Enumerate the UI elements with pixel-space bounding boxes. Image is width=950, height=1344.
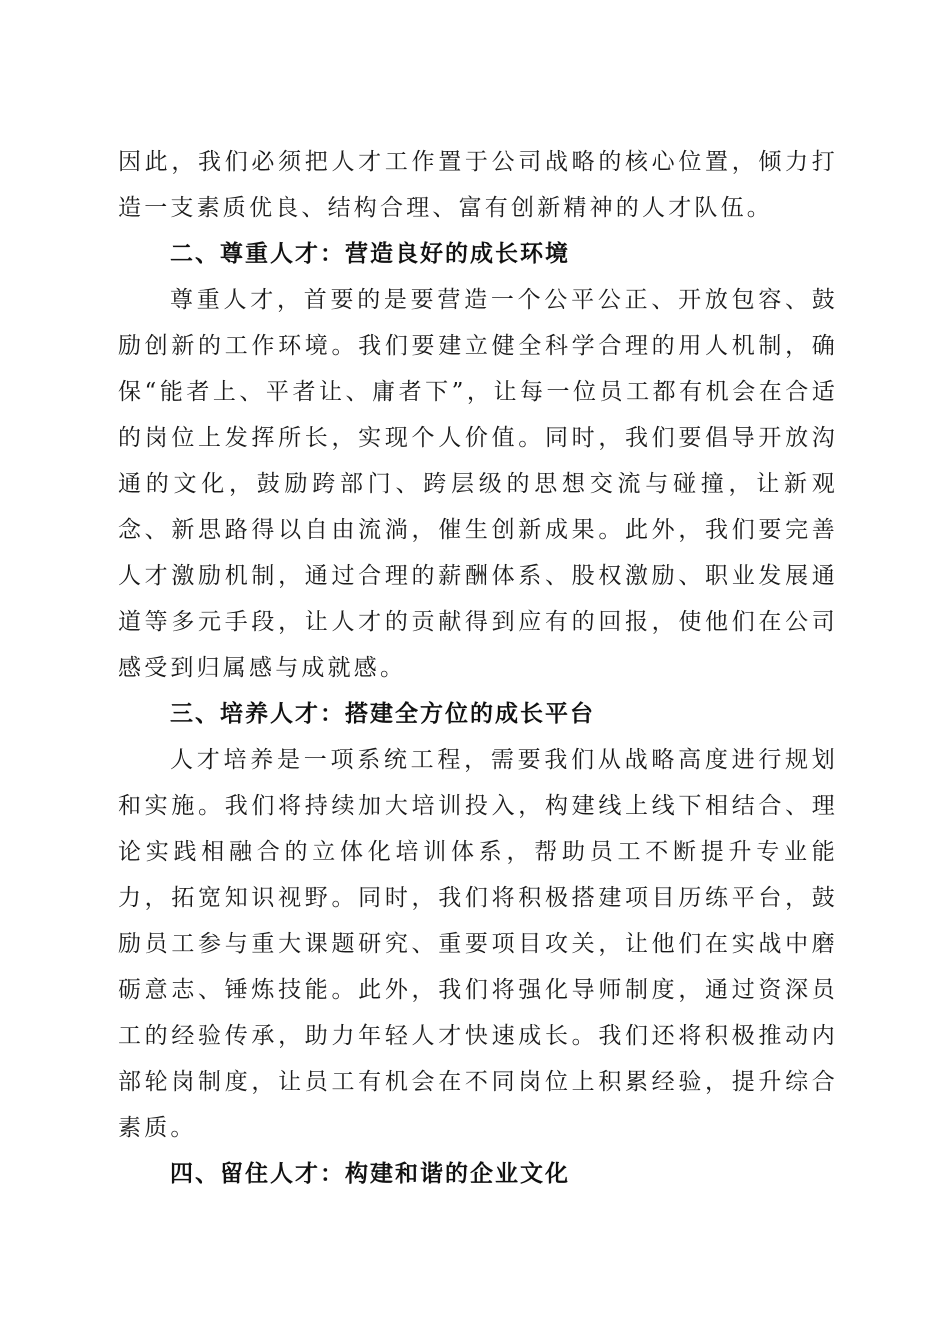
paragraph-cultivate-talent: 人才培养是一项系统工程，需要我们从战略高度进行规划和实施。我们将持续加大培训投入，构建线上线下相结合、理论实践相融合的立体化培训体系，帮助员工不断提升专业能力，拓宽知识视野。同时，我们将积极搭建项目历练平台，鼓励员工参与重大课题研究、重要项目攻关，让他们在实战中磨砺意志、锤炼技能。此外，我们将强化导师制度，通过资深员工的经验传承，助力年轻人才快速成长。我们还将积极推动内部轮岗制度，让员工有机会在不同岗位上积累经验，提升综合素质。 (118, 747, 838, 1141)
section-heading-retain-talent: 四、留住人才：构建和谐的企业文化 (170, 1161, 570, 1187)
paragraph-intro-conclusion: 因此，我们必须把人才工作置于公司战略的核心位置，倾力打造一支素质优良、结构合理、富有创新精神的人才队伍。 (118, 149, 838, 221)
section-heading-cultivate-talent: 三、培养人才：搭建全方位的成长平台 (170, 701, 595, 727)
document-body (118, 139, 838, 1197)
paragraph-respect-talent: 尊重人才，首要的是要营造一个公平公正、开放包容、鼓励创新的工作环境。我们要建立健全科学合理的用人机制，确保“能者上、平者让、庸者下”，让每一位员工都有机会在合适的岗位上发挥所长，实现个人价值。同时，我们要倡导开放沟通的文化，鼓励跨部门、跨层级的思想交流与碰撞，让新观念、新思路得以自由流淌，催生创新成果。此外，我们要完善人才激励机制，通过合理的薪酬体系、股权激励、职业发展通道等多元手段，让人才的贡献得到应有的回报，使他们在公司感受到归属感与成就感。 (118, 287, 838, 681)
section-heading-respect-talent: 二、尊重人才：营造良好的成长环境 (170, 241, 570, 267)
